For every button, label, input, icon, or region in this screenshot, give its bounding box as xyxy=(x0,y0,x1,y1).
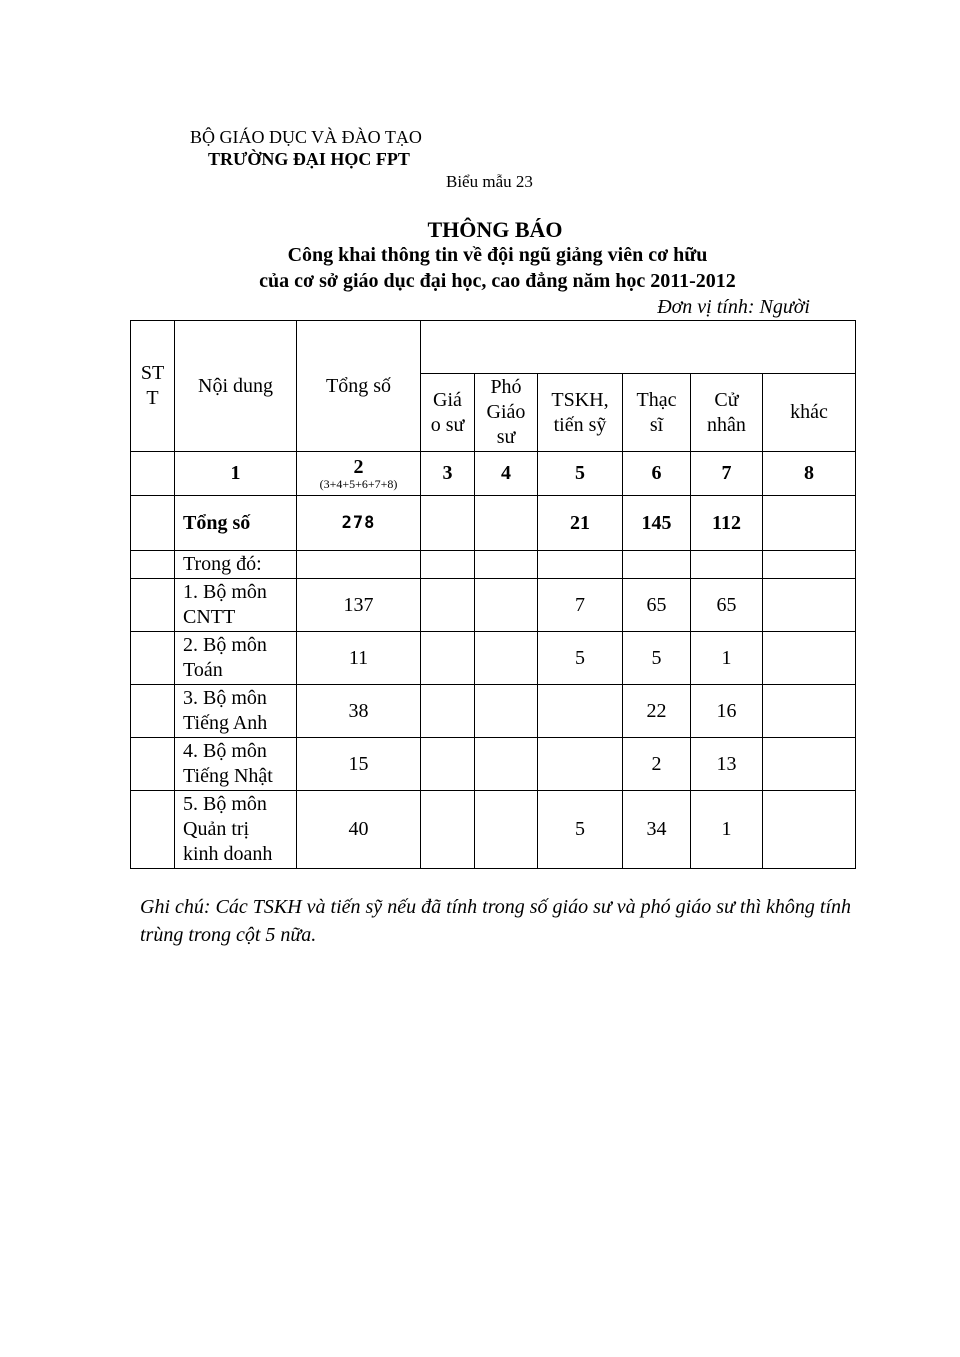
header-professor: Giáo sư xyxy=(421,374,475,452)
row-professor xyxy=(421,579,475,632)
unit-label: Đơn vị tính: Người xyxy=(657,296,810,318)
row-professor xyxy=(421,685,475,738)
row-label xyxy=(175,791,297,869)
header-stt: STT xyxy=(131,321,175,452)
row-total: 38 xyxy=(297,685,421,738)
row-stt xyxy=(131,685,175,738)
breakdown-stt xyxy=(131,551,175,579)
column-number: 7 xyxy=(691,452,763,496)
row-label-line: kinh doanh xyxy=(183,843,273,865)
column-number: 4 xyxy=(475,452,538,496)
row-master: 65 xyxy=(623,579,691,632)
column-number: 8 xyxy=(763,452,856,496)
row-doctor: 5 xyxy=(538,632,623,685)
breakdown-label: Trong đó: xyxy=(175,551,297,579)
table-row xyxy=(131,738,856,791)
row-other xyxy=(763,791,856,869)
column-number: 1 xyxy=(175,452,297,496)
row-other xyxy=(763,632,856,685)
breakdown-cell xyxy=(538,551,623,579)
header-doctor: TSKH, tiến sỹ xyxy=(538,374,623,452)
row-label-line: 2. Bộ môn xyxy=(183,634,267,656)
total-master: 145 xyxy=(623,496,691,551)
school-name: TRƯỜNG ĐẠI HỌC FPT xyxy=(208,149,410,169)
row-professor xyxy=(421,791,475,869)
column-number: 2 xyxy=(353,455,364,478)
row-stt xyxy=(131,791,175,869)
row-master: 2 xyxy=(623,738,691,791)
faculty-table xyxy=(130,320,856,869)
row-master: 34 xyxy=(623,791,691,869)
row-total: 11 xyxy=(297,632,421,685)
table-row xyxy=(131,632,856,685)
row-master: 5 xyxy=(623,632,691,685)
row-assoc-professor xyxy=(475,579,538,632)
total-professor xyxy=(421,496,475,551)
total-total xyxy=(297,496,421,551)
header-content: Nội dung xyxy=(175,321,297,452)
breakdown-cell xyxy=(421,551,475,579)
row-label xyxy=(175,738,297,791)
column-number-blank xyxy=(131,452,175,496)
column-number: 5 xyxy=(538,452,623,496)
row-assoc-professor xyxy=(475,685,538,738)
breakdown-cell xyxy=(763,551,856,579)
header-master: Thạc sĩ xyxy=(623,374,691,452)
row-other xyxy=(763,685,856,738)
row-doctor: 7 xyxy=(538,579,623,632)
row-assoc-professor xyxy=(475,738,538,791)
breakdown-row xyxy=(131,551,856,579)
total-stt xyxy=(131,496,175,551)
total-doctor: 21 xyxy=(538,496,623,551)
row-stt xyxy=(131,738,175,791)
row-label-line: 3. Bộ môn xyxy=(183,687,267,709)
document-title: THÔNG BÁO xyxy=(427,217,563,242)
department-rows xyxy=(131,579,856,869)
row-bachelor: 16 xyxy=(691,685,763,738)
total-bachelor: 112 xyxy=(691,496,763,551)
row-label-line: 4. Bộ môn xyxy=(183,740,267,762)
row-doctor xyxy=(538,685,623,738)
row-bachelor: 13 xyxy=(691,738,763,791)
form-number: Biểu mẫu 23 xyxy=(446,172,533,191)
header-other: khác xyxy=(763,374,856,452)
row-total: 137 xyxy=(297,579,421,632)
row-stt xyxy=(131,632,175,685)
row-stt xyxy=(131,579,175,632)
breakdown-cell xyxy=(475,551,538,579)
ministry-name: BỘ GIÁO DỤC VÀ ĐÀO TẠO xyxy=(190,127,422,147)
row-label xyxy=(175,632,297,685)
column-number xyxy=(297,452,421,496)
row-bachelor: 1 xyxy=(691,791,763,869)
row-doctor: 5 xyxy=(538,791,623,869)
row-doctor xyxy=(538,738,623,791)
row-label xyxy=(175,685,297,738)
row-master: 22 xyxy=(623,685,691,738)
breakdown-cell xyxy=(297,551,421,579)
total-row xyxy=(131,496,856,551)
breakdown-cell xyxy=(691,551,763,579)
row-label-line: Quản trị xyxy=(183,818,250,840)
header-assoc-professor: Phó Giáo sư xyxy=(475,374,538,452)
table-row xyxy=(131,579,856,632)
row-label-line: 5. Bộ môn xyxy=(183,793,267,815)
row-professor xyxy=(421,738,475,791)
row-assoc-professor xyxy=(475,791,538,869)
row-total: 40 xyxy=(297,791,421,869)
row-assoc-professor xyxy=(475,632,538,685)
row-label-line: Tiếng Nhật xyxy=(183,765,273,787)
document-subtitle-line2: của cơ sở giáo dục đại học, cao đẳng năm học 2011-2012 xyxy=(259,270,736,292)
total-assoc-professor xyxy=(475,496,538,551)
row-label-line: Toán xyxy=(183,659,223,681)
row-label-line: Tiếng Anh xyxy=(183,712,268,734)
row-total: 15 xyxy=(297,738,421,791)
table-row xyxy=(131,685,856,738)
total-total-value: 278 xyxy=(341,513,376,533)
table-row xyxy=(131,791,856,869)
row-other xyxy=(763,579,856,632)
row-label-line: 1. Bộ môn xyxy=(183,581,267,603)
row-label xyxy=(175,579,297,632)
row-other xyxy=(763,738,856,791)
header-bachelor: Cử nhân xyxy=(691,374,763,452)
total-label: Tổng số xyxy=(175,496,297,551)
row-label-line: CNTT xyxy=(183,606,236,628)
breakdown-cell xyxy=(623,551,691,579)
row-bachelor: 65 xyxy=(691,579,763,632)
header-total: Tổng số xyxy=(297,321,421,452)
total-formula: (3+4+5+6+7+8) xyxy=(319,476,398,491)
row-bachelor: 1 xyxy=(691,632,763,685)
header-degree-group xyxy=(421,321,856,374)
footnote: Ghi chú: Các TSKH và tiến sỹ nếu đã tính trong số giáo sư và phó giáo sư thì không tính trùng trong cột 5 nữa. xyxy=(140,896,852,946)
column-number-row xyxy=(131,452,856,496)
document-subtitle-line1: Công khai thông tin về đội ngũ giảng viên cơ hữu xyxy=(287,244,708,266)
column-number: 6 xyxy=(623,452,691,496)
total-other xyxy=(763,496,856,551)
column-number: 3 xyxy=(421,452,475,496)
row-professor xyxy=(421,632,475,685)
